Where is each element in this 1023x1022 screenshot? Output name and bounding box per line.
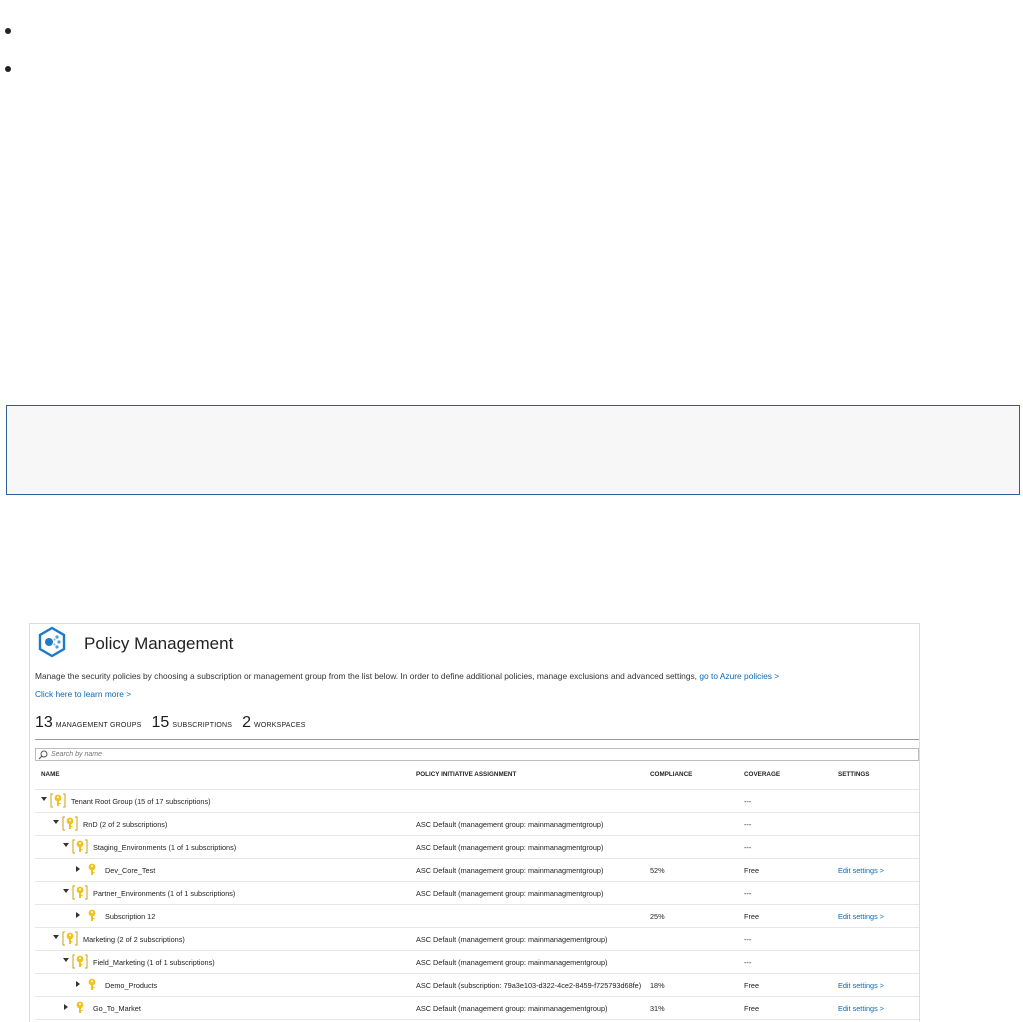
stats-bar xyxy=(35,714,316,732)
row-coverage: --- xyxy=(744,797,752,806)
row-name: Staging_Environments (1 of 1 subscriptions) xyxy=(93,843,237,852)
table-row[interactable] xyxy=(35,859,919,882)
edit-settings-link[interactable]: Edit settings > xyxy=(838,981,885,990)
table-row[interactable] xyxy=(35,974,919,997)
row-name: RnD (2 of 2 subscriptions) xyxy=(83,820,168,829)
column-header-policy[interactable]: POLICY INITIATIVE ASSIGNMENT xyxy=(416,771,517,778)
management-group-key-icon xyxy=(72,839,88,854)
column-header-coverage[interactable]: COVERAGE xyxy=(744,771,781,778)
search-box[interactable] xyxy=(35,748,919,761)
row-coverage: Free xyxy=(744,912,760,921)
management-groups-label: MANAGEMENT GROUPS xyxy=(55,722,142,729)
subscription-key-icon xyxy=(72,1000,88,1015)
policy-tree-table xyxy=(35,789,919,1020)
caret-right-icon[interactable] xyxy=(76,912,80,918)
row-name: Partner_Environments (1 of 1 subscriptions) xyxy=(93,889,236,898)
caret-down-icon[interactable] xyxy=(53,820,59,824)
subscription-key-icon xyxy=(84,862,100,877)
row-coverage: --- xyxy=(744,958,752,967)
row-name: Go_To_Market xyxy=(93,1004,141,1013)
row-coverage: Free xyxy=(744,866,760,875)
management-group-key-icon xyxy=(72,954,88,969)
management-group-key-icon xyxy=(50,793,66,808)
row-coverage: Free xyxy=(744,1004,760,1013)
row-policy-assignment: ASC Default (management group: mainmanagementgroup) xyxy=(416,935,608,944)
subscription-key-icon xyxy=(84,977,100,992)
row-policy-assignment: ASC Default (management group: mainmanagmentgroup) xyxy=(416,843,604,852)
caret-down-icon[interactable] xyxy=(53,935,59,939)
caret-down-icon[interactable] xyxy=(41,797,47,801)
subscription-key-icon xyxy=(84,908,100,923)
table-row[interactable] xyxy=(35,836,919,859)
edit-settings-link[interactable]: Edit settings > xyxy=(838,866,885,875)
row-name: Subscription 12 xyxy=(105,912,156,921)
row-coverage: --- xyxy=(744,843,752,852)
table-row[interactable] xyxy=(35,813,919,836)
column-header-settings[interactable]: SETTINGS xyxy=(838,771,870,778)
row-compliance: 25% xyxy=(650,912,665,921)
row-policy-assignment: ASC Default (management group: mainmanagmentgroup) xyxy=(416,866,604,875)
bullet-2 xyxy=(5,66,11,72)
azure-policies-link[interactable]: go to Azure policies > xyxy=(699,671,780,681)
page-header xyxy=(36,626,233,658)
caret-down-icon[interactable] xyxy=(63,889,69,893)
row-coverage: --- xyxy=(744,889,752,898)
table-row[interactable] xyxy=(35,882,919,905)
table-row[interactable] xyxy=(35,951,919,974)
row-name: Field_Marketing (1 of 1 subscriptions) xyxy=(93,958,215,967)
page-description xyxy=(35,671,779,681)
row-coverage: --- xyxy=(744,820,752,829)
table-row[interactable] xyxy=(35,789,919,813)
management-group-key-icon xyxy=(72,885,88,900)
management-groups-count: 13 xyxy=(35,714,53,731)
row-policy-assignment: ASC Default (management group: mainmanagmentgroup) xyxy=(416,820,604,829)
stats-divider xyxy=(35,739,919,740)
row-policy-assignment: ASC Default (subscription: 79a3e103-d322-4ce2-8459-f725793d68fe) xyxy=(416,981,642,990)
edit-settings-link[interactable]: Edit settings > xyxy=(838,1004,885,1013)
caret-right-icon[interactable] xyxy=(64,1004,68,1010)
subscriptions-label: SUBSCRIPTIONS xyxy=(172,722,233,729)
row-coverage: --- xyxy=(744,935,752,944)
subscriptions-count: 15 xyxy=(151,714,170,731)
column-header-name[interactable]: NAME xyxy=(41,771,60,778)
workspaces-count: 2 xyxy=(242,714,252,731)
bullet-1 xyxy=(5,28,11,34)
caret-down-icon[interactable] xyxy=(63,843,69,847)
page-title: Policy Management xyxy=(84,634,234,653)
row-name: Marketing (2 of 2 subscriptions) xyxy=(83,935,185,944)
caret-down-icon[interactable] xyxy=(63,958,69,962)
row-coverage: Free xyxy=(744,981,760,990)
row-name: Dev_Core_Test xyxy=(105,866,156,875)
caret-right-icon[interactable] xyxy=(76,981,80,987)
caret-right-icon[interactable] xyxy=(76,866,80,872)
column-header-compliance[interactable]: COMPLIANCE xyxy=(650,771,693,778)
security-center-logo-icon xyxy=(36,626,68,658)
workspaces-label: WORKSPACES xyxy=(254,722,306,729)
row-compliance: 52% xyxy=(650,866,665,875)
row-compliance: 18% xyxy=(650,981,665,990)
description-text: Manage the security policies by choosing a subscription or management group from the list below. In order to define additional policies, manage exclusions and advanced settings, xyxy=(35,671,698,681)
table-row[interactable] xyxy=(35,905,919,928)
edit-settings-link[interactable]: Edit settings > xyxy=(838,912,885,921)
row-name: Demo_Products xyxy=(105,981,158,990)
table-row[interactable] xyxy=(35,997,919,1020)
search-input[interactable] xyxy=(48,749,911,760)
management-group-key-icon xyxy=(62,931,78,946)
search-icon xyxy=(38,750,48,760)
row-policy-assignment: ASC Default (management group: mainmanagmentgroup) xyxy=(416,889,604,898)
policy-management-screenshot xyxy=(29,623,920,1022)
management-group-key-icon xyxy=(62,816,78,831)
note-box xyxy=(6,405,1020,495)
row-name: Tenant Root Group (15 of 17 subscriptions) xyxy=(71,797,211,806)
row-policy-assignment: ASC Default (management group: mainmanagementgroup) xyxy=(416,958,608,967)
learn-more-link[interactable]: Click here to learn more > xyxy=(35,689,132,699)
row-compliance: 31% xyxy=(650,1004,665,1013)
row-policy-assignment: ASC Default (management group: mainmanagementgroup) xyxy=(416,1004,608,1013)
table-row[interactable] xyxy=(35,928,919,951)
